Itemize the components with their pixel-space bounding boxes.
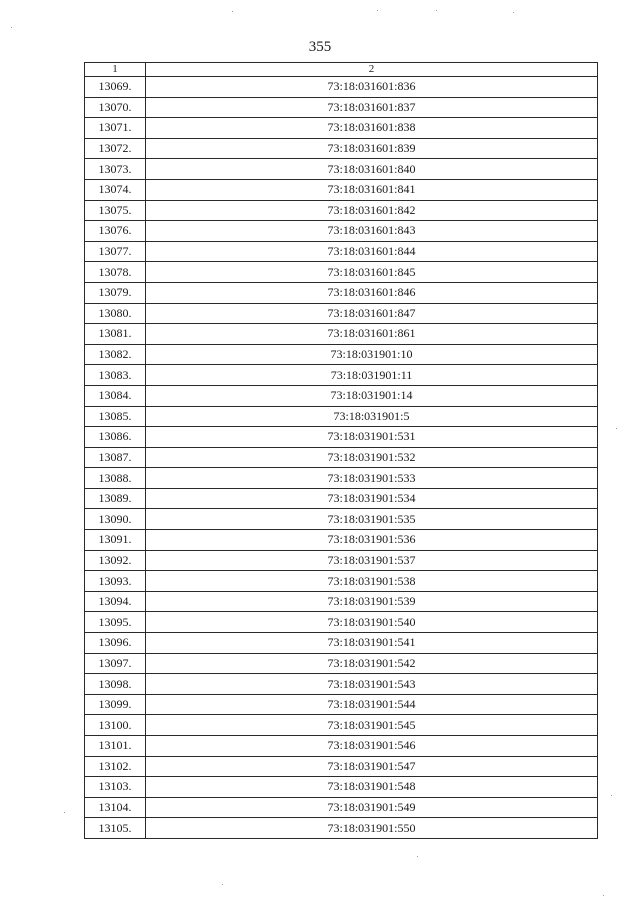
cadastral-number-cell: 73:18:031601:861 [146, 324, 598, 345]
row-index-cell: 13096. [85, 633, 146, 654]
table-row [85, 179, 598, 200]
cadastral-number-cell: 73:18:031601:837 [146, 97, 598, 118]
row-index-cell: 13076. [85, 221, 146, 242]
row-index-cell: 13085. [85, 406, 146, 427]
table-row [85, 694, 598, 715]
cadastral-number-cell: 73:18:031601:840 [146, 159, 598, 180]
cadastral-number-cell: 73:18:031901:541 [146, 633, 598, 654]
table-row [85, 530, 598, 551]
row-index-cell: 13090. [85, 509, 146, 530]
row-index-cell: 13081. [85, 324, 146, 345]
row-index-cell: 13075. [85, 200, 146, 221]
row-index-cell: 13098. [85, 674, 146, 695]
table-row [85, 365, 598, 386]
scan-speck [232, 11, 233, 12]
scan-speck [616, 428, 617, 429]
cadastral-number-cell: 73:18:031901:547 [146, 756, 598, 777]
scan-speck [222, 884, 223, 885]
table-row [85, 468, 598, 489]
row-index-cell: 13074. [85, 179, 146, 200]
column-header-index: 1 [85, 63, 146, 77]
cadastral-number-cell: 73:18:031901:542 [146, 653, 598, 674]
table-row [85, 324, 598, 345]
cadastral-number-cell: 73:18:031901:543 [146, 674, 598, 695]
cadastral-table [84, 62, 598, 839]
table-row [85, 633, 598, 654]
table-row [85, 715, 598, 736]
table-row [85, 571, 598, 592]
row-index-cell: 13077. [85, 241, 146, 262]
cadastral-number-cell: 73:18:031901:538 [146, 571, 598, 592]
scan-speck [11, 27, 12, 28]
scan-speck [417, 856, 418, 857]
table-row [85, 756, 598, 777]
cadastral-number-cell: 73:18:031601:844 [146, 241, 598, 262]
cadastral-number-cell: 73:18:031901:540 [146, 612, 598, 633]
row-index-cell: 13072. [85, 138, 146, 159]
cadastral-number-cell: 73:18:031601:841 [146, 179, 598, 200]
row-index-cell: 13091. [85, 530, 146, 551]
row-index-cell: 13102. [85, 756, 146, 777]
scan-speck [603, 895, 604, 896]
scan-speck [513, 12, 514, 13]
row-index-cell: 13080. [85, 303, 146, 324]
row-index-cell: 13088. [85, 468, 146, 489]
cadastral-number-cell: 73:18:031901:539 [146, 591, 598, 612]
cadastral-number-cell: 73:18:031901:550 [146, 818, 598, 839]
cadastral-number-cell: 73:18:031901:549 [146, 797, 598, 818]
cadastral-number-cell: 73:18:031601:846 [146, 282, 598, 303]
scan-speck [64, 812, 65, 813]
table-header [85, 63, 598, 77]
table-row [85, 550, 598, 571]
header-row [85, 63, 598, 77]
table-row [85, 282, 598, 303]
table-row [85, 97, 598, 118]
table-row [85, 591, 598, 612]
table-row [85, 77, 598, 98]
cadastral-number-cell: 73:18:031901:545 [146, 715, 598, 736]
table-row [85, 509, 598, 530]
row-index-cell: 13070. [85, 97, 146, 118]
table-row [85, 262, 598, 283]
cadastral-number-cell: 73:18:031901:531 [146, 427, 598, 448]
cadastral-number-cell: 73:18:031901:14 [146, 385, 598, 406]
row-index-cell: 13101. [85, 736, 146, 757]
cadastral-number-cell: 73:18:031901:535 [146, 509, 598, 530]
table-row [85, 447, 598, 468]
row-index-cell: 13079. [85, 282, 146, 303]
table-row [85, 200, 598, 221]
cadastral-number-cell: 73:18:031901:532 [146, 447, 598, 468]
table-row [85, 797, 598, 818]
row-index-cell: 13089. [85, 488, 146, 509]
row-index-cell: 13095. [85, 612, 146, 633]
cadastral-number-cell: 73:18:031601:842 [146, 200, 598, 221]
cadastral-number-cell: 73:18:031901:5 [146, 406, 598, 427]
row-index-cell: 13082. [85, 344, 146, 365]
table-row [85, 488, 598, 509]
row-index-cell: 13083. [85, 365, 146, 386]
cadastral-number-cell: 73:18:031601:847 [146, 303, 598, 324]
table-body [85, 77, 598, 839]
cadastral-number-cell: 73:18:031901:546 [146, 736, 598, 757]
row-index-cell: 13073. [85, 159, 146, 180]
cadastral-number-cell: 73:18:031601:836 [146, 77, 598, 98]
row-index-cell: 13104. [85, 797, 146, 818]
table-row [85, 612, 598, 633]
table-row [85, 818, 598, 839]
table-row [85, 138, 598, 159]
row-index-cell: 13084. [85, 385, 146, 406]
table-row [85, 674, 598, 695]
cadastral-number-cell: 73:18:031901:536 [146, 530, 598, 551]
cadastral-number-cell: 73:18:031901:533 [146, 468, 598, 489]
scan-speck [436, 10, 437, 11]
row-index-cell: 13094. [85, 591, 146, 612]
row-index-cell: 13087. [85, 447, 146, 468]
table-row [85, 159, 598, 180]
cadastral-number-cell: 73:18:031901:11 [146, 365, 598, 386]
table-row [85, 118, 598, 139]
table-row [85, 385, 598, 406]
cadastral-number-cell: 73:18:031901:537 [146, 550, 598, 571]
table-row [85, 303, 598, 324]
cadastral-number-cell: 73:18:031901:534 [146, 488, 598, 509]
table-row [85, 777, 598, 798]
table-row [85, 427, 598, 448]
row-index-cell: 13078. [85, 262, 146, 283]
cadastral-number-cell: 73:18:031901:544 [146, 694, 598, 715]
row-index-cell: 13069. [85, 77, 146, 98]
row-index-cell: 13099. [85, 694, 146, 715]
row-index-cell: 13103. [85, 777, 146, 798]
scan-speck [377, 10, 378, 11]
table-row [85, 221, 598, 242]
row-index-cell: 13092. [85, 550, 146, 571]
cadastral-number-cell: 73:18:031901:548 [146, 777, 598, 798]
row-index-cell: 13086. [85, 427, 146, 448]
row-index-cell: 13093. [85, 571, 146, 592]
cadastral-number-cell: 73:18:031601:845 [146, 262, 598, 283]
row-index-cell: 13071. [85, 118, 146, 139]
table-row [85, 736, 598, 757]
scan-speck [611, 795, 612, 796]
page-number: 355 [308, 39, 332, 55]
table-row [85, 653, 598, 674]
table-row [85, 344, 598, 365]
table-row [85, 241, 598, 262]
row-index-cell: 13097. [85, 653, 146, 674]
row-index-cell: 13105. [85, 818, 146, 839]
row-index-cell: 13100. [85, 715, 146, 736]
cadastral-number-cell: 73:18:031901:10 [146, 344, 598, 365]
cadastral-number-cell: 73:18:031601:838 [146, 118, 598, 139]
table-row [85, 406, 598, 427]
cadastral-number-cell: 73:18:031601:839 [146, 138, 598, 159]
column-header-cadastral-number: 2 [146, 63, 598, 77]
cadastral-number-cell: 73:18:031601:843 [146, 221, 598, 242]
